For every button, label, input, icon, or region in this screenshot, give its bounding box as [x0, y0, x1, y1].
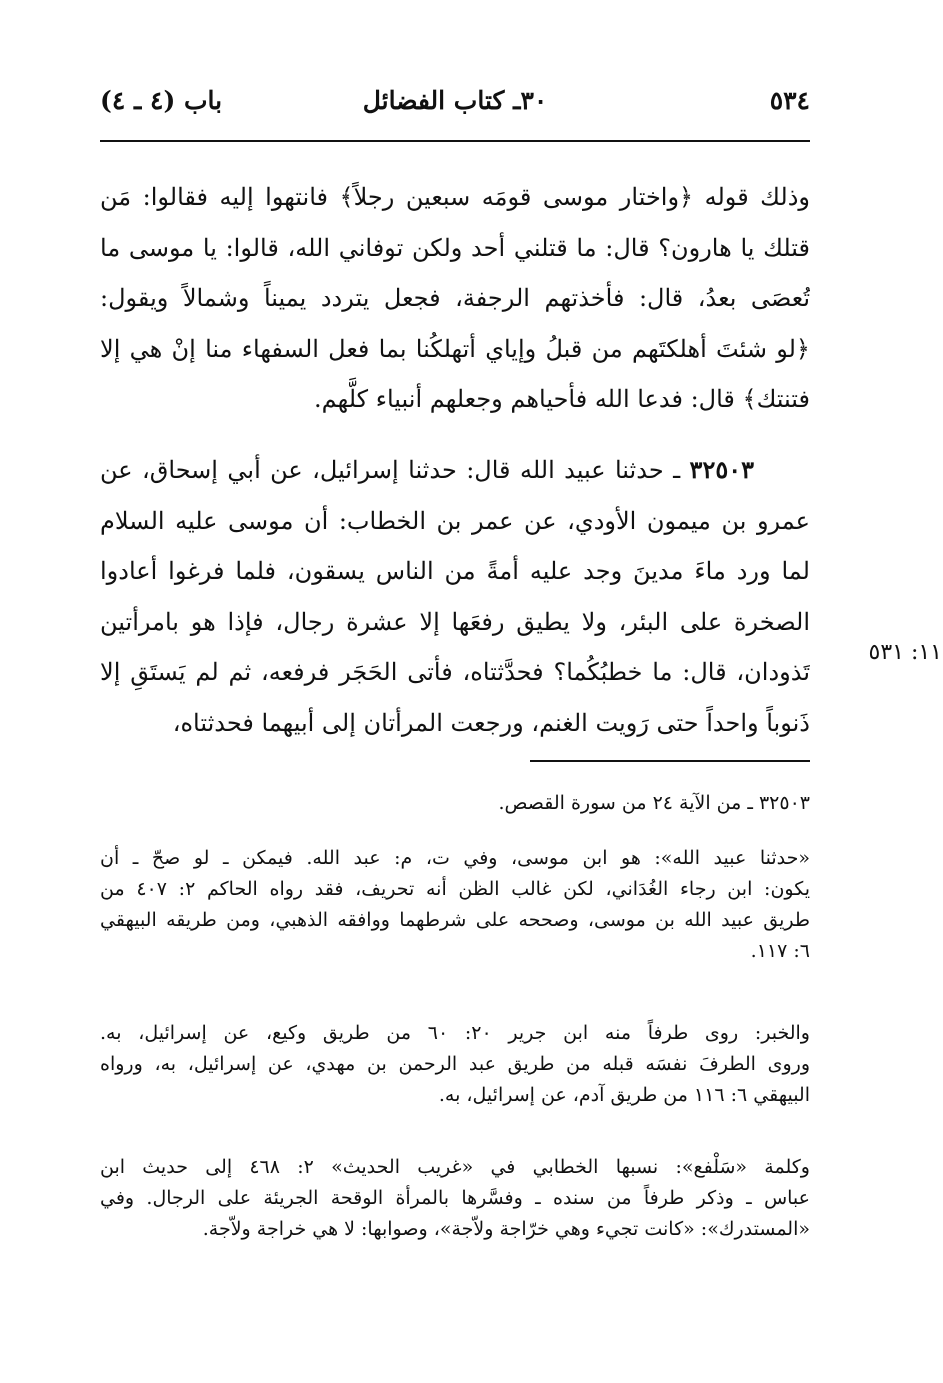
chapter-label: باب (٤ ـ ٤): [100, 86, 223, 115]
footnote-2: [100, 843, 810, 967]
margin-reference: ١١: ٥٣١: [868, 640, 942, 665]
footnote-separator: [530, 760, 810, 762]
text-line: تَذودان، قال: ما خطبُكُما؟ فحدَّثتاه، فأتى الحَجَر فرفعه، ثم لم يَستَقِ إلا: [100, 658, 810, 686]
text-line: وذلك قوله ﴿واختار موسى قومَه سبعين رجلاً﴾ فانتهوا إليه فقالوا: مَن: [100, 183, 810, 211]
text-line: [100, 445, 810, 496]
note-line: يكون: ابن رجاء الغُدَاني، لكن غالب الظن أنه تحريف، فقد رواه الحاكم ٢: ٤٠٧ من: [100, 878, 810, 900]
note-line: ٦: ١١٧.: [750, 940, 810, 962]
text-line: تُعصَى بعدُ، قال: فأخذتهم الرجفة، فجعل يتردد يميناً وشمالاً ويقول:: [100, 284, 810, 312]
page-number: ٥٣٤: [769, 86, 810, 115]
note-line: وكلمة «سَلْفع»: نسبها الخطابي في «غريب الحديث» ٢: ٤٦٨ إلى حديث ابن: [100, 1156, 810, 1178]
note-line: ٣٢٥٠٣ ـ من الآية ٢٤ من سورة القصص.: [498, 792, 810, 814]
note-line: «حدثنا عبيد الله»: هو ابن موسى، وفي ت، م: عبد الله. فيمكن ـ لو صحّ ـ أن: [100, 847, 810, 869]
note-line: طريق عبيد الله بن موسى، وصححه على شرطهما ووافقه الذهبي، ومن طريقه البيهقي: [100, 909, 810, 931]
main-paragraph-1: [100, 172, 810, 425]
note-line: وروى الطرفَ نفسَه قبله من طريق عبد الرحمن بن مهدي، عن إسرائيل، به، ورواه: [100, 1053, 810, 1075]
note-line: والخبر: روى طرفاً منه ابن جرير ٢٠: ٦٠ من طريق وكيع، عن إسرائيل، به.: [100, 1022, 810, 1044]
book-title: ٣٠ـ كتاب الفضائل: [362, 86, 548, 115]
text-line: عمرو بن ميمون الأودي، عن عمر بن الخطاب: أن موسى عليه السلام: [100, 506, 810, 535]
text-line: فتنتك﴾ قال: فدعا الله فأحياهم وجعلهم أنبياء كلَّهم.: [314, 385, 810, 413]
text-line: لما ورد ماءَ مدينَ وجد عليه أمةً من الناس يسقون، فلما فرغوا أعادوا: [100, 557, 810, 585]
text-line: قتلك يا هارون؟ قال: ما قتلني أحد ولكن توفاني الله، قالوا: يا موسى ما: [100, 233, 810, 262]
hadith-paragraph: [100, 445, 810, 748]
text-line: ﴿لو شئتَ أهلكتَهم من قبلُ وإياي أتهلكُنا بما فعل السفهاء منا إنْ هي إلا: [100, 334, 810, 363]
text-line: ذَنوباً واحداً حتى رَويت الغنم، ورجعت المرأتان إلى أبيهما فحدثتاه،: [172, 708, 810, 737]
page-header: [100, 86, 810, 126]
note-line: البيهقي ٦: ١١٦ من طريق آدم، عن إسرائيل، به.: [438, 1084, 810, 1106]
footnote-4: [100, 1152, 810, 1245]
footnote-1: [100, 788, 810, 819]
note-line: عباس ـ وذكر طرفاً من سنده ـ وفسَّرها بالمرأة الوقحة الجريئة على الرجال. وفي: [100, 1187, 810, 1209]
header-rule: [100, 140, 810, 142]
text-line: الصخرة على البئر، ولا يطيق رفعَها إلا عشرة رجال، فإذا هو بامرأتين: [100, 607, 810, 636]
hadith-number: ٣٢٥٠٣: [689, 455, 754, 484]
footnote-3: [100, 1018, 810, 1111]
note-line: «المستدرك»: «كانت تجيء وهي خرّاجة ولاّجة»، وصوابها: لا هي خراجة ولاّجة.: [202, 1218, 810, 1240]
hadith-first-line-text: ـ حدثنا عبيد الله قال: حدثنا إسرائيل، عن أبي إسحاق، عن: [100, 456, 690, 484]
